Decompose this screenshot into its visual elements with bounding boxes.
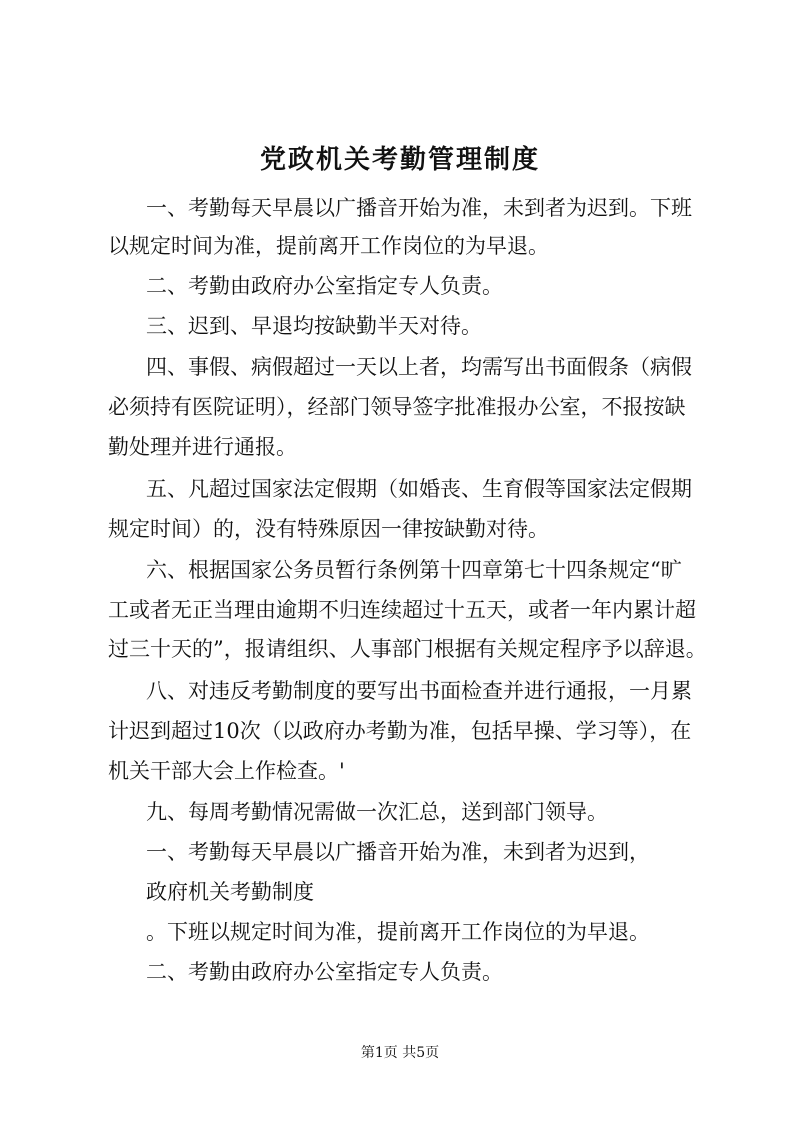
page-number: 第1页 共5页 — [360, 1045, 440, 1061]
text-line: 二、考勤由政府办公室指定专人负责。 — [146, 960, 503, 984]
text-line: 政府机关考勤制度 — [146, 880, 314, 904]
text-line: 必须持有医院证明），经部门领导签字批准报办公室，不报按缺 — [108, 395, 686, 419]
text-line: 过三十天的”，报请组织、人事部门根据有关规定程序予以辞退。 — [108, 637, 707, 661]
text-line: 四、事假、病假超过一天以上者，均需写出书面假条（病假 — [146, 355, 692, 379]
text-line: 一、考勤每天早晨以广播音开始为准，未到者为迟到。下班 — [146, 196, 692, 220]
text-line: 勤处理并进行通报。 — [108, 435, 297, 459]
text-line: 五、凡超过国家法定假期（如婚丧、生育假等国家法定假期 — [146, 477, 692, 501]
text-line: 计迟到超过10次（以政府办考勤为准，包括早操、学习等），在 — [108, 719, 692, 743]
text-line: 机关干部大会上作检查。' — [108, 759, 345, 783]
text-line: 以规定时间为准，提前离开工作岗位的为早退。 — [108, 234, 549, 258]
text-line: 一、考勤每天早晨以广播音开始为准，未到者为迟到， — [146, 840, 650, 864]
text-line: 六、根据国家公务员暂行条例第十四章第七十四条规定“旷 — [146, 558, 682, 582]
document-title: 党政机关考勤管理制度 — [259, 145, 540, 175]
text-line: 三、迟到、早退均按缺勤半天对待。 — [146, 314, 482, 338]
text-line: 规定时间）的，没有特殊原因一律按缺勤对待。 — [108, 517, 549, 541]
text-line: 九、每周考勤情况需做一次汇总，送到部门领导。 — [146, 800, 608, 824]
text-line: 工或者无正当理由逾期不归连续超过十五天，或者一年内累计超 — [108, 598, 696, 622]
text-line: 。下班以规定时间为准，提前离开工作岗位的为早退。 — [146, 920, 650, 944]
text-line: 二、考勤由政府办公室指定专人负责。 — [146, 274, 503, 298]
text-line: 八、对违反考勤制度的要写出书面检查并进行通报，一月累 — [146, 679, 692, 703]
